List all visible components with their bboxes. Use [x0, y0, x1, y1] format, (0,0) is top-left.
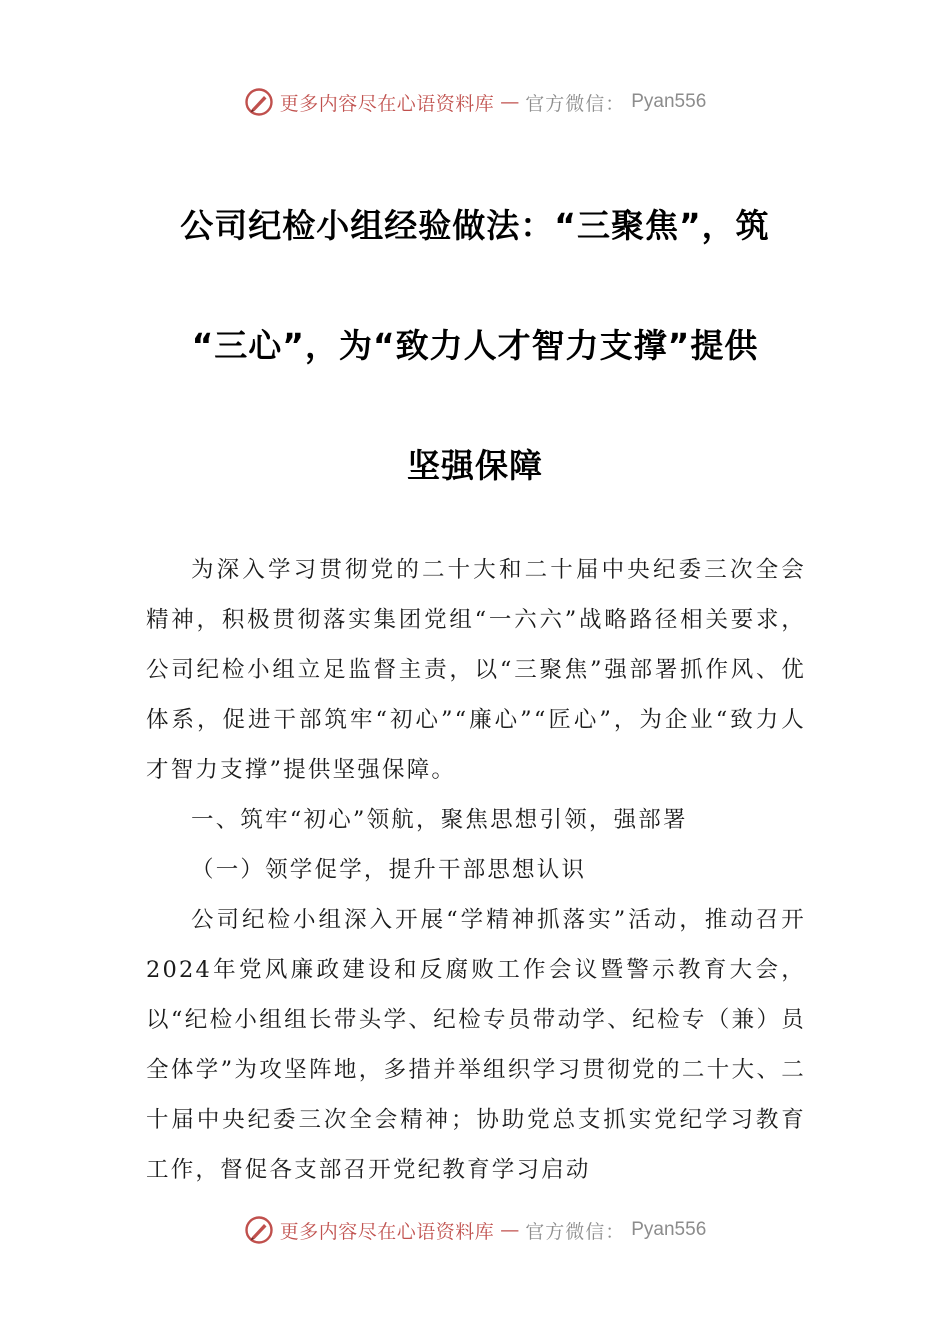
- watermark-brand: 更多内容尽在心语资料库: [279, 92, 495, 115]
- watermark-banner-bottom: [0, 1210, 950, 1250]
- watermark-wechat-id: Pyan556: [631, 91, 707, 112]
- pen-circle-icon: [244, 1215, 274, 1245]
- document-body: [146, 545, 806, 1195]
- watermark-official-label: 官方微信：: [525, 92, 626, 115]
- watermark-wechat-id: Pyan556: [631, 1219, 707, 1240]
- intro-paragraph: 为深入学习贯彻党的二十大和二十届中央纪委三次全会精神，积极贯彻落实集团党组“一六六”战略路径相关要求，公司纪检小组立足监督主责，以“三聚焦”强部署抓作风、优体系，促进干部筑牢“初心”“廉心”“匠心”，为企业“致力人才智力支撑”提供坚强保障。: [146, 557, 806, 783]
- body-paragraph: 公司纪检小组深入开展“学精神抓落实”活动，推动召开2024年党风廉政建设和反腐败工作会议暨警示教育大会，以“纪检小组组长带头学、纪检专员带动学、纪检专（兼）员全体学”为攻坚阵地，多措并举组织学习贯彻党的二十大、二十届中央纪委三次全会精神；协助党总支抓实党纪学习教育工作，督促各支部召开党纪教育学习启动: [146, 907, 806, 1183]
- watermark-brand: 更多内容尽在心语资料库: [279, 1220, 495, 1243]
- document-title: [145, 166, 805, 526]
- title-line: “三心”，为“致力人才智力支撑”提供: [191, 326, 759, 365]
- title-line: 公司纪检小组经验做法：“三聚焦”，筑: [180, 206, 770, 245]
- watermark-separator: —: [500, 91, 520, 113]
- watermark-official-label: 官方微信：: [525, 1220, 626, 1243]
- pen-circle-icon: [244, 87, 274, 117]
- watermark-separator: —: [500, 1219, 520, 1241]
- watermark-banner-top: [0, 82, 950, 122]
- section-heading: 一、筑牢“初心”领航，聚焦思想引领，强部署: [191, 807, 688, 833]
- title-line: 坚强保障: [407, 446, 543, 485]
- subsection-heading: （一）领学促学，提升干部思想认识: [191, 857, 587, 883]
